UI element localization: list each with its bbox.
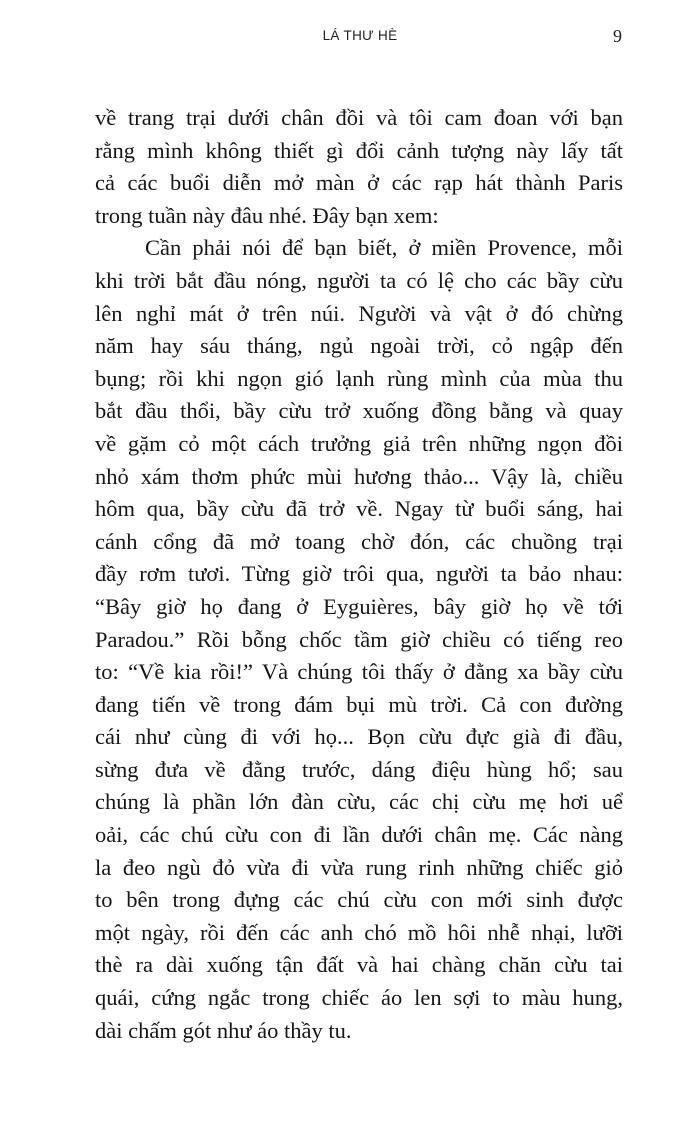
text-line: Cần phải nói để bạn biết, ở miền Provence, mỗi (145, 235, 623, 261)
text-line: cánh cổng đã mở toang chờ đón, các chuồng trại (95, 528, 623, 554)
text-line: dài chấm gót như áo thầy tu. (95, 1017, 352, 1043)
text-line: nhỏ xám thơm phức mùi hương thảo... Vậy là, chiều (95, 463, 623, 489)
text-line: năm hay sáu tháng, ngủ ngoài trời, cỏ ngập đến (95, 333, 623, 359)
text-line: quái, cứng ngắc trong chiếc áo len sợi to màu hung, (95, 985, 623, 1011)
text-line: một ngày, rồi đến các anh chó mồ hôi nhễ nhại, lưỡi (95, 919, 623, 945)
page-number: 9 (613, 26, 622, 46)
running-header (0, 26, 700, 50)
text-line: oải, các chú cừu con đi lần dưới chân mẹ. Các nàng (95, 822, 623, 848)
text-line: “Bây giờ họ đang ở Eyguières, bây giờ họ về tới (95, 593, 623, 619)
text-line: la đeo ngù đỏ vừa đi vừa rung rinh những chiếc giỏ (95, 854, 623, 880)
text-line: to: “Về kia rồi!” Và chúng tôi thấy ở đằng xa bầy cừu (95, 659, 623, 685)
text-line: bụng; rồi khi ngọn gió lạnh rùng mình của mùa thu (95, 365, 623, 391)
text-line: đầy rơm tươi. Từng giờ trôi qua, người ta bảo nhau: (95, 561, 623, 587)
text-line: khi trời bắt đầu nóng, người ta có lệ cho các bầy cừu (95, 267, 623, 293)
text-line: về trang trại dưới chân đồi và tôi cam đoan với bạn (95, 105, 623, 130)
text-line: cái như cùng đi với họ... Bọn cừu đực già đi đầu, (95, 724, 623, 750)
text-line: trong tuần này đâu nhé. Đây bạn xem: (95, 202, 439, 228)
text-line: to bên trong đựng các chú cừu con mới sinh được (95, 887, 623, 913)
text-line: chúng là phần lớn đàn cừu, các chị cừu mẹ hơi uể (95, 789, 623, 815)
chapter-title: LÁ THƯ HÈ (322, 28, 398, 43)
text-line: bắt đầu thổi, bầy cừu trở xuống đồng bằng và quay (95, 398, 623, 424)
text-line: về gặm cỏ một cách trưởng giả trên những ngọn đồi (95, 430, 623, 456)
text-line: cả các buổi diễn mở màn ở các rạp hát thành Paris (95, 170, 623, 196)
text-line: Paradou.” Rồi bỗng chốc tầm giờ chiều có tiếng reo (95, 626, 623, 652)
text-line: sừng đưa về đằng trước, dáng điệu hùng hổ; sau (95, 756, 623, 782)
text-line: thè ra dài xuống tận đất và hai chàng chăn cừu tai (95, 952, 623, 978)
text-line: hôm qua, bầy cừu đã trở về. Ngay từ buổi sáng, hai (95, 496, 623, 522)
body-text (95, 102, 623, 1047)
text-line: lên nghỉ mát ở trên núi. Người và vật ở đó chừng (95, 300, 623, 326)
text-line: đang tiến về trong đám bụi mù trời. Cả con đường (95, 691, 623, 717)
text-line: rằng mình không thiết gì đổi cảnh tượng này lấy tất (95, 137, 623, 163)
